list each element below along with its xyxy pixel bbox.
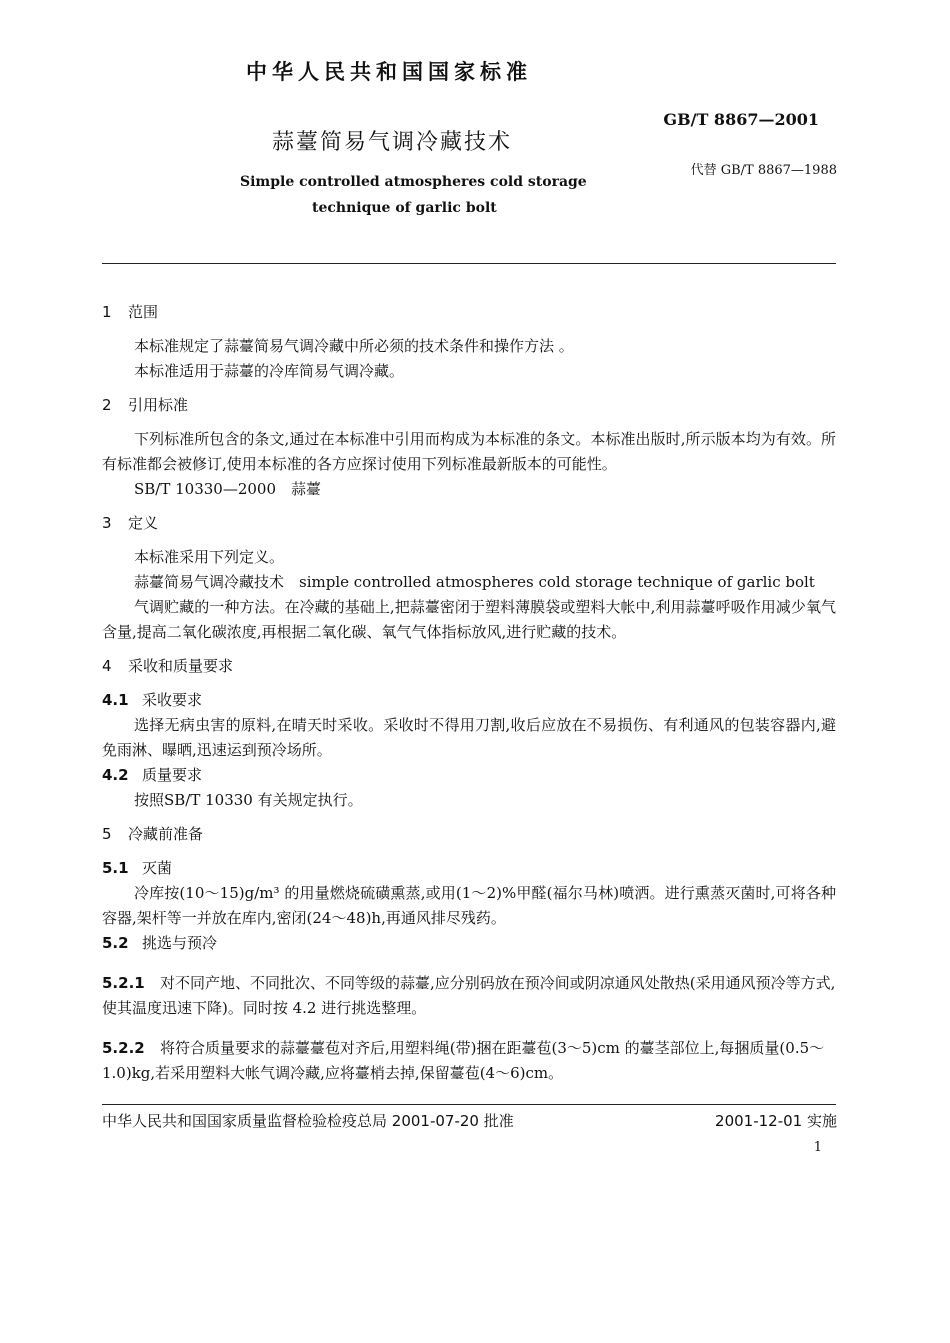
definition-term: 蒜薹简易气调冷藏技术 simple controlled atmospheres cold storage technique of garlic bolt: [134, 573, 815, 591]
section-number: 5: [102, 825, 112, 843]
paragraph: 本标准适用于蒜薹的冷库简易气调冷藏。: [134, 362, 405, 380]
paragraph: 本标准采用下列定义。: [134, 548, 285, 566]
clause-5-2-2: [102, 1036, 836, 1086]
issuing-organization: 中华人民共和国国家标准: [246, 60, 532, 84]
subsection-heading: [102, 856, 836, 881]
subsection-heading: [102, 688, 836, 713]
section-title: 范围: [128, 303, 159, 321]
paragraph: 选择无病虫害的原料,在晴天时采收。采收时不得用刀割,收后应放在不易损伤、有利通风的包装容器内,避免雨淋、曝晒,迅速运到预冷场所。: [102, 716, 836, 759]
section-title: 采收和质量要求: [128, 657, 234, 675]
clause-number: 5.2.1: [102, 974, 145, 992]
document-title: 蒜薹简易气调冷藏技术: [272, 130, 513, 155]
subsection-number: 5.2: [102, 934, 129, 952]
section-title: 冷藏前准备: [128, 825, 204, 843]
english-title-line2: technique of garlic bolt: [312, 200, 497, 216]
footer-divider: [102, 1104, 836, 1105]
subsection-title: 采收要求: [142, 691, 203, 709]
replaces-standard: 代替 GB/T 8867—1988: [690, 163, 837, 178]
section-number: 3: [102, 514, 112, 532]
section-number: 2: [102, 396, 112, 414]
subsection-title: 挑选与预冷: [142, 934, 218, 952]
subsection-heading: [102, 931, 836, 956]
section-1-heading: [102, 300, 836, 325]
clause-text: 将符合质量要求的蒜薹薹苞对齐后,用塑料绳(带)捆在距薹苞(3～5)cm 的薹茎部位上,每捆质量(0.5～1.0)kg,若采用塑料大帐气调冷藏,应将薹梢去掉,保留薹苞(4～6)cm。: [102, 1039, 825, 1082]
section-title: 引用标准: [128, 396, 189, 414]
subsection-title: 灭菌: [142, 859, 173, 877]
header-divider: [102, 263, 836, 264]
subsection-title: 质量要求: [142, 766, 203, 784]
implementation-date: 2001-12-01 实施: [715, 1112, 837, 1130]
document-body: [102, 300, 836, 1101]
section-2-heading: [102, 393, 836, 418]
reference-item: SB/T 10330—2000 蒜薹: [134, 480, 322, 498]
english-title-line1: Simple controlled atmospheres cold storage: [240, 174, 587, 190]
clause-number: 5.2.2: [102, 1039, 145, 1057]
section-number: 1: [102, 303, 112, 321]
paragraph: 按照SB/T 10330 有关规定执行。: [134, 791, 363, 809]
paragraph: 气调贮藏的一种方法。在冷藏的基础上,把蒜薹密闭于塑料薄膜袋或塑料大帐中,利用蒜薹呼吸作用减少氧气含量,提高二氧化碳浓度,再根据二氧化碳、氧气气体指标放风,进行贮藏的技术。: [102, 598, 836, 641]
standard-number: GB/T 8867—2001: [663, 110, 819, 129]
page-number: 1: [813, 1140, 822, 1155]
subsection-number: 5.1: [102, 859, 129, 877]
approval-statement: 中华人民共和国国家质量监督检验检疫总局 2001-07-20 批准: [102, 1112, 514, 1130]
paragraph: 冷库按(10～15)g/m³ 的用量燃烧硫磺熏蒸,或用(1～2)%甲醛(福尔马林)喷洒。进行熏蒸灭菌时,可将各种容器,架杆等一并放在库内,密闭(24～48)h,再通风排尽残药。: [102, 884, 836, 927]
section-4-heading: [102, 654, 836, 679]
section-title: 定义: [128, 514, 159, 532]
clause-text: 对不同产地、不同批次、不同等级的蒜薹,应分别码放在预冷间或阴凉通风处散热(采用通风预冷等方式,使其温度迅速下降)。同时按 4.2 进行挑选整理。: [102, 974, 836, 1017]
subsection-number: 4.2: [102, 766, 129, 784]
paragraph: 下列标准所包含的条文,通过在本标准中引用而构成为本标准的条文。本标准出版时,所示版本均为有效。所有标准都会被修订,使用本标准的各方应探讨使用下列标准最新版本的可能性。: [102, 430, 836, 473]
subsection-heading: [102, 763, 836, 788]
clause-5-2-1: [102, 971, 836, 1021]
section-5-heading: [102, 822, 836, 847]
section-3-heading: [102, 511, 836, 536]
section-number: 4: [102, 657, 112, 675]
paragraph: 本标准规定了蒜薹简易气调冷藏中所必须的技术条件和操作方法 。: [134, 337, 574, 355]
subsection-number: 4.1: [102, 691, 129, 709]
